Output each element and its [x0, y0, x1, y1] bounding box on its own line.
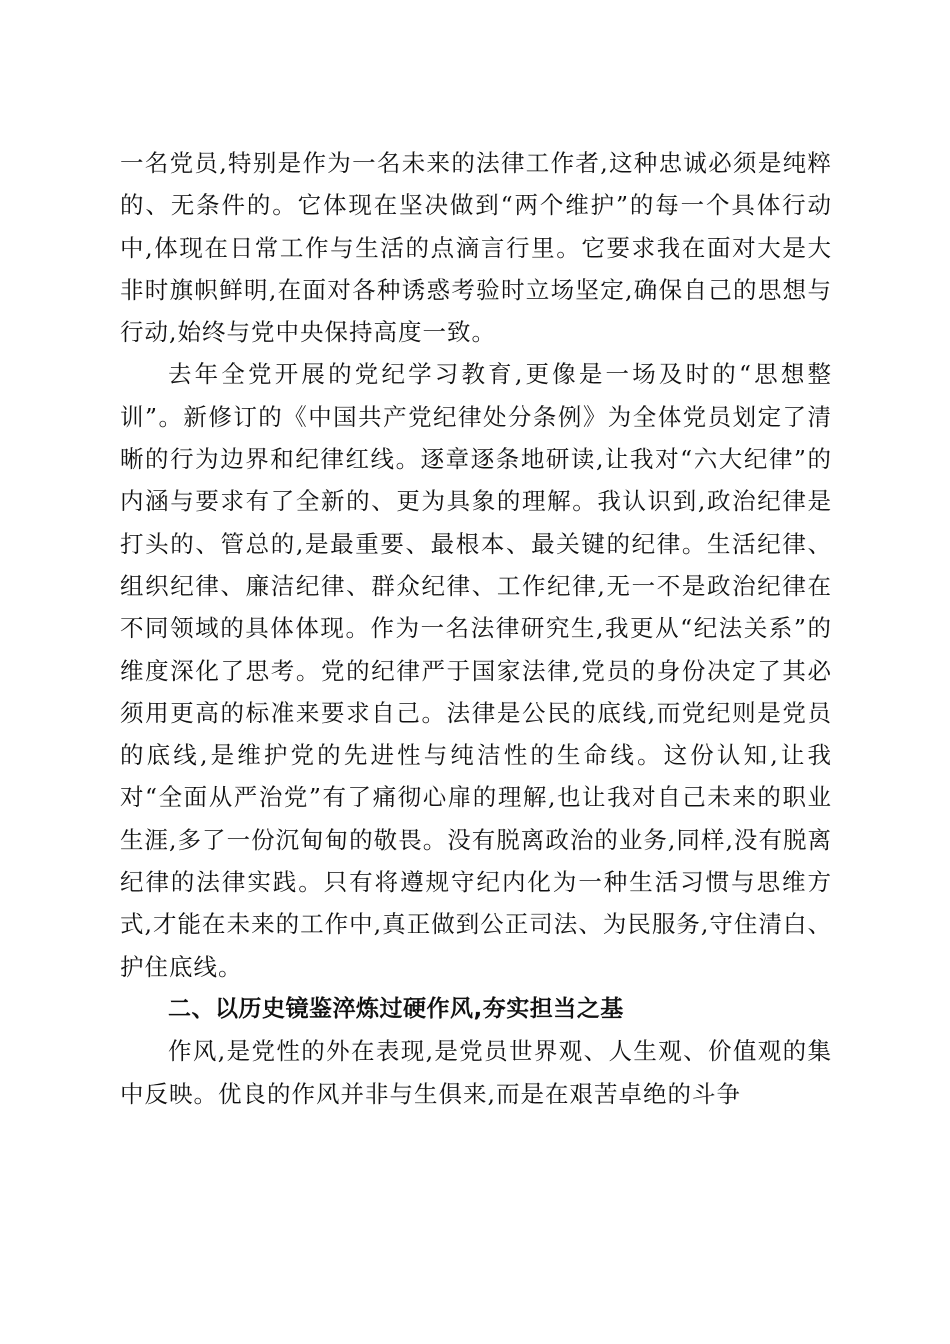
paragraph-work-style: 作风,是党性的外在表现,是党员世界观、人生观、价值观的集中反映。优良的作风并非与生俱来,而是在艰苦卓绝的斗争: [120, 1037, 832, 1108]
document-page: [120, 142, 832, 1115]
section-heading-2: 二、以历史镜鉴淬炼过硬作风,夯实担当之基: [168, 995, 624, 1022]
paragraph-loyalty-continuation: 一名党员,特别是作为一名未来的法律工作者,这种忠诚必须是纯粹的、无条件的。它体现在坚决做到“两个维护”的每一个具体行动中,体现在日常工作与生活的点滴言行里。它要求我在面对大是大非时旗帜鲜明,在面对各种诱惑考验时立场坚定,确保自己的思想与行动,始终与党中央保持高度一致。: [120, 149, 832, 347]
paragraph-discipline-education: 去年全党开展的党纪学习教育,更像是一场及时的“思想整训”。新修订的《中国共产党纪律处分条例》为全体党员划定了清晰的行为边界和纪律红线。逐章逐条地研读,让我对“六大纪律”的内涵与要求有了全新的、更为具象的理解。我认识到,政治纪律是打头的、管总的,是最重要、最根本、最关键的纪律。生活纪律、组织纪律、廉洁纪律、群众纪律、工作纪律,无一不是政治纪律在不同领域的具体体现。作为一名法律研究生,我更从“纪法关系”的维度深化了思考。党的纪律严于国家法律,党员的身份决定了其必须用更高的标准来要求自己。法律是公民的底线,而党纪则是党员的底线,是维护党的先进性与纯洁性的生命线。这份认知,让我对“全面从严治党”有了痛彻心扉的理解,也让我对自己未来的职业生涯,多了一份沉甸甸的敬畏。没有脱离政治的业务,同样,没有脱离纪律的法律实践。只有将遵规守纪内化为一种生活习惯与思维方式,才能在未来的工作中,真正做到公正司法、为民服务,守住清白、护住底线。: [120, 360, 832, 981]
